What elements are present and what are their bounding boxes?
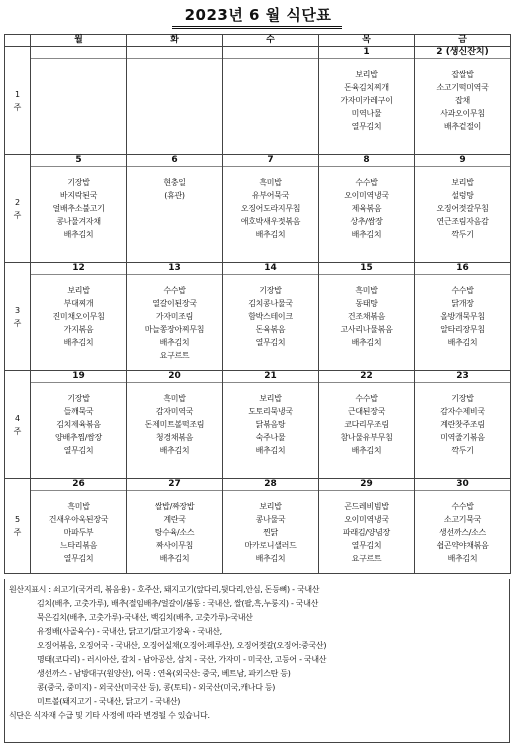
- menu-item: 깍두기: [451, 446, 474, 455]
- week-row: [5, 263, 511, 371]
- menu-item: 연근조림자음감: [436, 217, 489, 226]
- menu-item: 미역줄기볶음: [440, 433, 485, 442]
- title-area: [0, 0, 514, 34]
- date-label: 30: [415, 479, 510, 491]
- day-cell: [31, 371, 127, 479]
- menu-item: 콩나물겨자채: [56, 217, 101, 226]
- menu-item: 돈육볶음: [255, 325, 286, 334]
- day-cell: [31, 479, 127, 574]
- day-cell: [127, 479, 223, 574]
- menu-item: 흑미밥: [163, 394, 186, 403]
- menu-item: 도토리묵냉국: [248, 407, 293, 416]
- week-label: 3 주: [5, 263, 31, 371]
- day-header: 목: [319, 35, 415, 47]
- date-label: 28: [223, 479, 318, 491]
- menu-item: 가지볶음: [63, 325, 94, 334]
- menu-items: [127, 275, 222, 362]
- menu-item: 마늘쫑장아찌무침: [144, 325, 205, 334]
- week-row: [5, 479, 511, 574]
- date-label: 1: [319, 47, 414, 59]
- week-label: 1 주: [5, 47, 31, 155]
- date-label: 2 (생신잔치): [415, 47, 510, 59]
- menu-items: [127, 383, 222, 457]
- origin-line: 미트볼(돼지고기 - 국내산, 닭고기 - 국내산): [37, 697, 181, 706]
- menu-item: 배추겉절이: [443, 122, 482, 131]
- day-cell: [319, 479, 415, 574]
- day-header: 금: [415, 35, 511, 47]
- menu-items: [223, 491, 318, 565]
- menu-item: 보리밥: [451, 178, 474, 187]
- menu-item: 보리밥: [355, 70, 378, 79]
- menu-item: 현충일: [163, 178, 186, 187]
- menu-item: 건새우아욱된장국: [48, 515, 109, 524]
- day-cell: [415, 155, 511, 263]
- date-label: 16: [415, 263, 510, 275]
- day-cell: [415, 263, 511, 371]
- menu-item: 보리밥: [259, 502, 282, 511]
- menu-item: 배추김치: [159, 446, 190, 455]
- menu-item: 열무김치: [63, 554, 94, 563]
- week-label: 4 주: [5, 371, 31, 479]
- menu-item: 요구르트: [159, 351, 190, 360]
- week-label: 5 주: [5, 479, 31, 574]
- menu-items: [415, 491, 510, 565]
- day-cell: [415, 47, 511, 155]
- date-label: 13: [127, 263, 222, 275]
- menu-item: 배추김치: [255, 446, 286, 455]
- menu-items: [31, 491, 126, 565]
- menu-item: 쌀밥/짜장밥: [154, 502, 195, 511]
- date-label: 27: [127, 479, 222, 491]
- menu-items: [415, 275, 510, 349]
- menu-items: [319, 59, 414, 133]
- origin-notice: [4, 579, 510, 743]
- menu-item: 계란찻주조림: [440, 420, 485, 429]
- menu-item: 수수밥: [451, 286, 474, 295]
- menu-item: 마파두부: [63, 528, 94, 537]
- menu-item: 생선까스/소스: [439, 528, 486, 537]
- week-label: 2 주: [5, 155, 31, 263]
- menu-item: 닭개장: [451, 299, 474, 308]
- menu-item: 알타리장무침: [440, 325, 485, 334]
- menu-item: 배추김치: [63, 338, 94, 347]
- menu-item: 양배추찜/쌈장: [55, 433, 102, 442]
- menu-item: 열갈이된장국: [152, 299, 197, 308]
- menu-item: 배추김치: [255, 230, 286, 239]
- day-cell: [319, 371, 415, 479]
- menu-item: 열무김치: [255, 338, 286, 347]
- date-label: 7: [223, 155, 318, 167]
- menu-items: [223, 383, 318, 457]
- menu-item: 상추/쌈장: [350, 217, 383, 226]
- menu-items: [319, 491, 414, 565]
- day-cell: [223, 371, 319, 479]
- date-label: 8: [319, 155, 414, 167]
- menu-items: [319, 167, 414, 241]
- day-cell: [319, 47, 415, 155]
- week-row: [5, 155, 511, 263]
- date-label: 20: [127, 371, 222, 383]
- menu-items: [127, 167, 222, 202]
- menu-item: 동태탕: [355, 299, 378, 308]
- corner-cell: [5, 35, 31, 47]
- menu-items: [127, 491, 222, 565]
- menu-item: 배추김치: [351, 446, 382, 455]
- menu-item: 제육볶음: [351, 204, 382, 213]
- menu-items: [31, 383, 126, 457]
- menu-items: [415, 59, 510, 133]
- menu-items: [319, 275, 414, 349]
- menu-item: 열무김치: [351, 122, 382, 131]
- menu-item: 김치콩나물국: [248, 299, 293, 308]
- day-cell: [127, 47, 223, 155]
- menu-item: 잡쌀밥: [451, 70, 474, 79]
- menu-item: 함박스테이크: [248, 312, 293, 321]
- day-header-row: [5, 35, 511, 47]
- menu-items: [223, 59, 318, 68]
- origin-line: 묵은김치(배추, 고춧가루)-국내산, 백김치(배추, 고춧가루)-국내산: [37, 613, 253, 622]
- menu-items: [31, 167, 126, 241]
- menu-item: 쉽곤약야채볶음: [436, 541, 489, 550]
- menu-item: 바지락된국: [59, 191, 98, 200]
- menu-item: 감자수제비국: [440, 407, 485, 416]
- menu-item: 보리밥: [67, 286, 90, 295]
- date-label: 5: [31, 155, 126, 167]
- menu-item: 흑미밥: [355, 286, 378, 295]
- menu-item: 찐닭: [263, 528, 278, 537]
- menu-item: 흑미밥: [259, 178, 282, 187]
- menu-item: 감자미역국: [155, 407, 194, 416]
- date-label: 15: [319, 263, 414, 275]
- day-cell: [223, 263, 319, 371]
- date-label: 22: [319, 371, 414, 383]
- menu-item: 진미채오이무침: [52, 312, 105, 321]
- menu-item: 유부어묵국: [251, 191, 290, 200]
- week-row: [5, 47, 511, 155]
- menu-item: 배추김치: [447, 338, 478, 347]
- menu-item: 열무김치: [63, 446, 94, 455]
- date-label: 21: [223, 371, 318, 383]
- page-title: 2023년 6 월 식단표: [184, 6, 332, 24]
- menu-item: 애호박새우젓볶음: [240, 217, 301, 226]
- origin-line: 콩(중국, 중미지) - 외국산(미국산 등), 콩(토티) - 외국산(미국,캐나다 등): [37, 683, 276, 692]
- menu-item: 오징어도라지무침: [240, 204, 301, 213]
- origin-line: 유정배(사골육수) - 국내산, 닭고기/닭고기장육 - 국내산,: [37, 627, 222, 636]
- menu-item: 근대된장국: [347, 407, 386, 416]
- menu-item: 기장밥: [259, 286, 282, 295]
- menu-item: 고사리나물볶음: [340, 325, 393, 334]
- date-label: 6: [127, 155, 222, 167]
- date-label: [31, 47, 126, 59]
- menu-item: 소고기묵국: [443, 515, 482, 524]
- menu-item: 콩나물국: [255, 515, 286, 524]
- menu-item: 미역나물: [351, 109, 382, 118]
- day-header: 수: [223, 35, 319, 47]
- menu-item: 배추김치: [159, 338, 190, 347]
- menu-item: 가자미카레구이: [340, 96, 393, 105]
- day-cell: [127, 155, 223, 263]
- menu-item: 부대찌개: [63, 299, 94, 308]
- origin-line: 오징어볶음, 오징어국 - 국내산, 오징어실채(오징어:페루산), 오징어젓갈(오징어:중국산): [37, 641, 327, 650]
- day-cell: [127, 371, 223, 479]
- menu-item: 기장밥: [451, 394, 474, 403]
- menu-items: [319, 383, 414, 457]
- day-header: 화: [127, 35, 223, 47]
- menu-item: 청경채볶음: [155, 433, 194, 442]
- day-cell: [319, 155, 415, 263]
- menu-item: 설렁탕: [451, 191, 474, 200]
- menu-table: [4, 34, 511, 574]
- menu-item: 소고기떡미역국: [436, 83, 489, 92]
- menu-items: [415, 383, 510, 457]
- menu-item: 오이미역냉국: [344, 191, 389, 200]
- menu-item: 김치제육볶음: [56, 420, 101, 429]
- day-cell: [31, 155, 127, 263]
- day-cell: [31, 263, 127, 371]
- origin-line: 명태(코다리) - 러시아산, 갈치 - 남아공산, 삼치 - 국산, 가자미 - 미국산, 고등어 - 국내산: [37, 655, 327, 664]
- menu-item: 배추김치: [351, 230, 382, 239]
- menu-item: 곤드레비빔밥: [344, 502, 389, 511]
- menu-item: 오이미역냉국: [344, 515, 389, 524]
- menu-item: 숙주나물: [255, 433, 286, 442]
- menu-item: 닭볶음탕: [255, 420, 286, 429]
- menu-items: [223, 275, 318, 349]
- date-label: 19: [31, 371, 126, 383]
- menu-item: (휴관): [164, 191, 185, 200]
- menu-item: 얼배추소불고기: [52, 204, 105, 213]
- day-cell: [223, 155, 319, 263]
- menu-item: 수수밥: [163, 286, 186, 295]
- menu-item: 배추김치: [447, 554, 478, 563]
- day-cell: [415, 371, 511, 479]
- menu-item: 올방개묵무침: [440, 312, 485, 321]
- day-cell: [127, 263, 223, 371]
- menu-items: [31, 275, 126, 349]
- menu-item: 기장밥: [67, 394, 90, 403]
- menu-item: 돈제미트볼떡조림: [144, 420, 205, 429]
- menu-item: 기장밥: [67, 178, 90, 187]
- menu-item: 탕수육/소스: [154, 528, 195, 537]
- menu-item: 짜사이무침: [155, 541, 194, 550]
- menu-item: 들깨묵국: [63, 407, 94, 416]
- menu-item: 배추김치: [351, 338, 382, 347]
- menu-item: 수수밥: [355, 178, 378, 187]
- menu-item: 마카로니샐러드: [244, 541, 297, 550]
- menu-item: 코다리무조림: [344, 420, 389, 429]
- week-row: [5, 371, 511, 479]
- origin-line: 원산지표시 : 쇠고기(국거리, 볶음용) - 호주산, 돼지고기(앞다리,뒷다리,안심, 돈등뼈) - 국내산: [9, 585, 320, 594]
- menu-item: 가자미조림: [155, 312, 194, 321]
- menu-item: 참나물유부무침: [340, 433, 393, 442]
- menu-item: 잡채: [455, 96, 470, 105]
- menu-items: [223, 167, 318, 241]
- date-label: 23: [415, 371, 510, 383]
- origin-line: 생선까스 - 남방대구(원양산), 어묵 : 연육(외국산: 중국, 베트남, 파키스탄 등): [37, 669, 291, 678]
- menu-item: 계란국: [163, 515, 186, 524]
- menu-item: 오징어젓갈무침: [436, 204, 489, 213]
- menu-item: 수수밥: [355, 394, 378, 403]
- menu-item: 파래김/양념장: [343, 528, 390, 537]
- menu-item: 수수밥: [451, 502, 474, 511]
- menu-item: 사과오이무침: [440, 109, 485, 118]
- menu-item: 흑미밥: [67, 502, 90, 511]
- origin-line: 김치(배추, 고춧가루), 배추(절임배추/얼갈이/봄동 : 국내산, 쌀(팔,흑,누룽지) - 국내산: [37, 599, 319, 608]
- date-label: [127, 47, 222, 59]
- day-cell: [223, 47, 319, 155]
- date-label: 12: [31, 263, 126, 275]
- menu-items: [127, 59, 222, 68]
- day-cell: [223, 479, 319, 574]
- menu-item: 보리밥: [259, 394, 282, 403]
- day-header: 월: [31, 35, 127, 47]
- menu-item: 배추김치: [63, 230, 94, 239]
- day-cell: [415, 479, 511, 574]
- date-label: 9: [415, 155, 510, 167]
- menu-items: [31, 59, 126, 68]
- day-cell: [31, 47, 127, 155]
- menu-item: 배추김치: [159, 554, 190, 563]
- menu-item: 배추김치: [255, 554, 286, 563]
- origin-line: 식단은 식자재 수급 및 기타 사정에 따라 변경될 수 있습니다.: [9, 711, 210, 720]
- day-cell: [319, 263, 415, 371]
- menu-item: 열무김치: [351, 541, 382, 550]
- date-label: 14: [223, 263, 318, 275]
- menu-item: 느타리볶음: [59, 541, 98, 550]
- menu-item: 요구르트: [351, 554, 382, 563]
- menu-item: 건조채볶음: [347, 312, 386, 321]
- date-label: 29: [319, 479, 414, 491]
- date-label: [223, 47, 318, 59]
- title-underline: [172, 26, 342, 29]
- menu-item: 깍두기: [451, 230, 474, 239]
- menu-item: 돈육김치찌개: [344, 83, 389, 92]
- menu-items: [415, 167, 510, 241]
- date-label: 26: [31, 479, 126, 491]
